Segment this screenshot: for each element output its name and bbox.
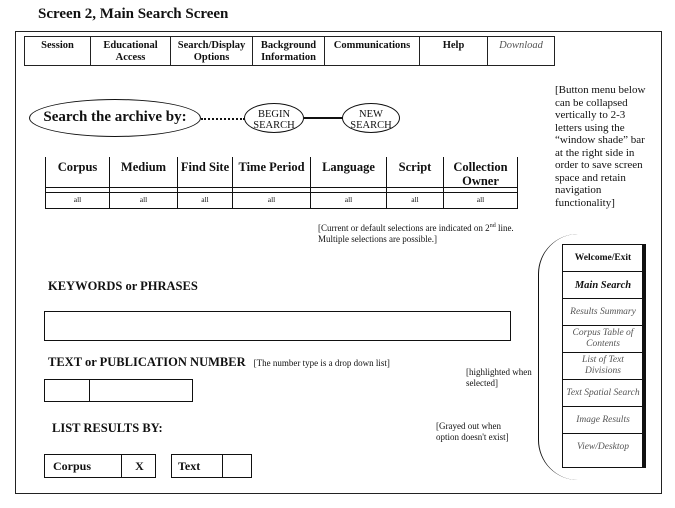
facet-value: all [139,195,148,204]
solid-connector [304,117,343,119]
list-option-checkbox[interactable] [222,455,253,477]
menu-educational-access[interactable]: Educational Access [91,37,171,65]
menu-background-information[interactable]: Background Information [253,37,325,65]
facet-note-sup: nd [489,223,496,229]
list-results-heading: LIST RESULTS BY: [52,421,163,435]
facet-divider [45,192,518,193]
list-option-text[interactable] [171,454,252,478]
facet-script[interactable] [386,157,443,209]
facet-value: all [411,195,419,204]
facet-note-text: line. [495,223,514,233]
nav-image-results[interactable]: Image Results [563,407,643,434]
menu-communications[interactable]: Communications [325,37,420,65]
facet-value: all [73,195,82,204]
facet-note-text: Multiple selections are possible.] [318,234,437,244]
list-option-corpus[interactable] [44,454,156,478]
facet-selection-note [318,221,538,245]
facet-find-site[interactable] [177,157,232,209]
facet-divider [45,187,518,188]
nav-view-desktop[interactable]: View/Desktop [576,442,630,452]
facet-table [45,157,518,209]
nav-corpus-table-of-contents[interactable]: Corpus Table of Contents [563,326,643,353]
facet-header: Find Site [180,160,230,174]
side-note: [Button menu below can be collapsed vertically to 2-3 letters using the “window shade” bar at the right side in order to save screen space and retain navigation functionality] [555,84,646,209]
facet-corpus[interactable] [45,157,109,209]
facet-value: all [201,195,209,204]
grayed-out-note: [Grayed out when option doesn't exist] [436,421,509,442]
facet-time-period[interactable] [232,157,310,209]
facet-language[interactable] [310,157,386,209]
nav-main-search[interactable]: Main Search [563,272,643,299]
nav-panel [562,244,644,468]
text-number-note: [The number type is a drop down list] [253,358,390,368]
keywords-input[interactable] [44,311,511,341]
facet-collection-owner[interactable] [443,157,518,209]
new-search-button[interactable]: NEW SEARCH [342,103,400,133]
facet-header: Script [398,160,432,174]
facet-divider [45,208,518,209]
facet-medium[interactable] [109,157,177,209]
facet-header: Corpus [57,160,98,174]
facet-header: Medium [120,160,167,174]
list-option-label: Text [178,459,201,473]
menu-session[interactable]: Session [25,37,91,65]
list-option-label: Corpus [53,459,92,473]
text-number-row [48,353,390,371]
keywords-heading: KEYWORDS or PHRASES [48,279,198,293]
facet-header: Time Period [238,160,305,174]
menu-download[interactable]: Download [499,40,543,51]
nav-welcome-exit[interactable]: Welcome/Exit [563,245,643,272]
number-input[interactable] [89,379,193,402]
facet-value: all [344,195,353,204]
nav-list-of-text-divisions[interactable]: List of Text Divisions [563,353,643,380]
facet-header: Language [322,160,375,174]
number-type-dropdown[interactable] [44,379,90,402]
menu-bar [24,36,555,66]
facet-header: Collection Owner [453,160,508,188]
text-number-heading: TEXT or PUBLICATION NUMBER [48,355,246,369]
list-option-checkbox[interactable]: X [121,455,157,477]
window-shade-bar[interactable] [642,244,646,468]
highlight-note: [highlighted when selected] [466,367,532,388]
menu-search-display-options[interactable]: Search/Display Options [171,37,253,65]
page-title: Screen 2, Main Search Screen [38,6,229,22]
facet-value: all [267,195,276,204]
begin-search-button[interactable]: BEGIN SEARCH [244,103,304,133]
facet-value: all [476,195,485,204]
menu-help[interactable]: Help [420,37,488,65]
search-archive-label: Search the archive by: [29,99,201,137]
facet-note-text: [Current or default selections are indicated on 2 [318,223,490,233]
dotted-connector [201,118,245,120]
nav-text-spatial-search[interactable]: Text Spatial Search [563,380,643,407]
nav-results-summary[interactable]: Results Summary [563,299,643,326]
